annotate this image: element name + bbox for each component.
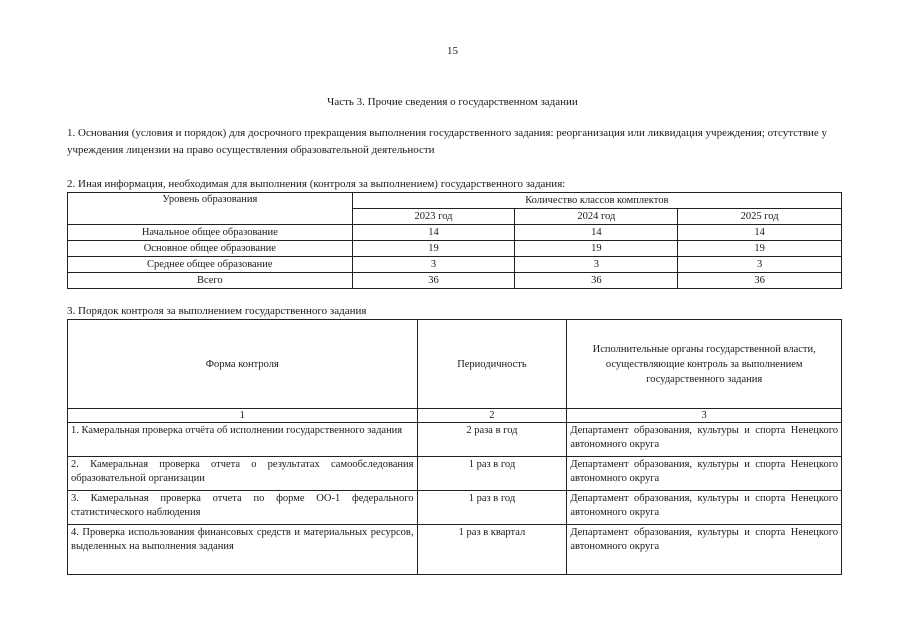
class-count-cell: 3 xyxy=(515,257,678,273)
periodicity-cell: 2 раза в год xyxy=(417,423,567,457)
column-number: 3 xyxy=(567,409,842,423)
education-level-cell: Основное общее образование xyxy=(68,241,353,257)
authority-header: Исполнительные органы государственной власти, осуществляющие контроль за выполнением государственного задания xyxy=(567,320,842,409)
class-count-cell: 3 xyxy=(352,257,515,273)
class-count-cell: 19 xyxy=(515,241,678,257)
year-header: 2023 год xyxy=(352,209,515,225)
periodicity-cell: 1 раз в год xyxy=(417,457,567,491)
class-count-table xyxy=(67,192,842,289)
class-count-cell: 3 xyxy=(678,257,842,273)
class-count-cell: 14 xyxy=(678,225,842,241)
control-procedure-heading: 3. Порядок контроля за выполнением государственного задания xyxy=(67,305,367,317)
class-count-cell: 36 xyxy=(678,273,842,289)
year-header: 2024 год xyxy=(515,209,678,225)
table-row xyxy=(68,525,842,575)
other-information-heading: 2. Иная информация, необходимая для выполнения (контроля за выполнением) государственного задания: xyxy=(67,178,566,190)
column-number: 2 xyxy=(417,409,567,423)
control-form-cell: 3. Камеральная проверка отчета по форме ОО-1 федерального статистического наблюдения xyxy=(68,491,418,525)
periodicity-cell: 1 раз в год xyxy=(417,491,567,525)
authority-cell: Департамент образования, культуры и спорта Ненецкого автономного округа xyxy=(567,457,842,491)
control-form-cell: 4. Проверка использования финансовых средств и материальных ресурсов, выделенных на выполнения задания xyxy=(68,525,418,575)
table-row xyxy=(68,423,842,457)
class-count-cell: 14 xyxy=(515,225,678,241)
class-count-cell: 36 xyxy=(352,273,515,289)
authority-cell: Департамент образования, культуры и спорта Ненецкого автономного округа xyxy=(567,525,842,575)
class-count-cell: 19 xyxy=(352,241,515,257)
table-row xyxy=(68,257,842,273)
authority-cell: Департамент образования, культуры и спорта Ненецкого автономного округа xyxy=(567,491,842,525)
control-form-cell: 2. Камеральная проверка отчета о результатах самообследования образовательной организации xyxy=(68,457,418,491)
page-number: 15 xyxy=(447,45,458,57)
part-title: Часть 3. Прочие сведения о государственном задании xyxy=(327,96,578,108)
class-count-header: Количество классов комплектов xyxy=(352,193,841,209)
total-row xyxy=(68,273,842,289)
periodicity-cell: 1 раз в квартал xyxy=(417,525,567,575)
class-count-header-row xyxy=(68,193,842,209)
education-level-cell: Начальное общее образование xyxy=(68,225,353,241)
control-form-header: Форма контроля xyxy=(68,320,418,409)
year-header: 2025 год xyxy=(678,209,842,225)
table-row xyxy=(68,491,842,525)
class-count-cell: 19 xyxy=(678,241,842,257)
control-form-cell: 1. Камеральная проверка отчёта об исполнении государственного задания xyxy=(68,423,418,457)
table-row xyxy=(68,241,842,257)
education-level-cell: Всего xyxy=(68,273,353,289)
termination-grounds-paragraph: 1. Основания (условия и порядок) для досрочного прекращения выполнения государственного задания: реорганизация или ликвидация учреждения; отсутствие у учреждения лицензии на право осуществления образовательной деятельности xyxy=(67,127,828,156)
control-header-row xyxy=(68,320,842,409)
class-count-cell: 36 xyxy=(515,273,678,289)
column-number: 1 xyxy=(68,409,418,423)
column-number-row xyxy=(68,409,842,423)
education-level-cell: Среднее общее образование xyxy=(68,257,353,273)
class-count-cell: 14 xyxy=(352,225,515,241)
authority-cell: Департамент образования, культуры и спорта Ненецкого автономного округа xyxy=(567,423,842,457)
periodicity-header: Периодичность xyxy=(417,320,567,409)
education-level-header: Уровень образования xyxy=(68,193,353,225)
table-row xyxy=(68,457,842,491)
table-row xyxy=(68,225,842,241)
control-procedure-table xyxy=(67,319,842,575)
